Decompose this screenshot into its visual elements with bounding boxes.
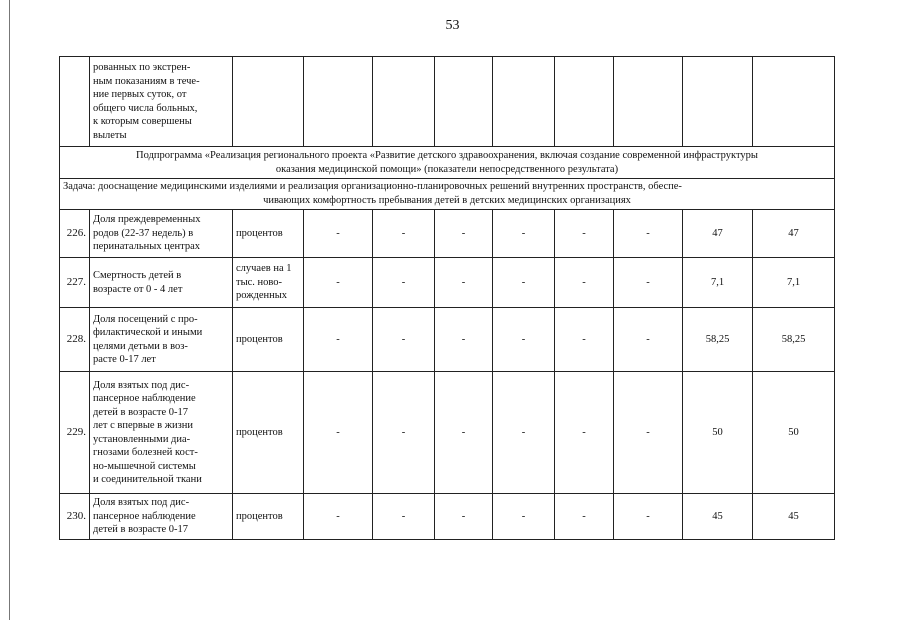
dash-value: - [435,372,493,494]
dash-value: - [555,210,614,258]
dash-value: - [493,308,555,372]
unit-of-measure: случаев на 1 тыс. ново- рожденных [233,258,304,308]
dash-value: - [373,210,435,258]
value-cell [435,57,493,147]
target-value: 45 [753,494,835,540]
row-number-cell [60,57,90,147]
value-cell [373,57,435,147]
dash-value: - [555,494,614,540]
indicator-name: Доля взятых под дис- пансерное наблюдение детей в возрасте 0-17 лет с впервые в жизни установленными диа- гнозами болезней кост- но-мышечной системы и соединительной ткани [90,372,233,494]
page-left-edge-line [9,0,10,620]
dash-value: - [304,308,373,372]
unit-cell [233,57,304,147]
indicator-name-cell [90,57,233,147]
task-line-1: Задача: дооснащение медицинскими изделиями и реализация организационно-планировочных решений внутренних пространств, обеспе- [63,181,682,192]
dash-value: - [493,372,555,494]
value-cell [555,57,614,147]
dash-value: - [614,308,683,372]
dash-value: - [373,308,435,372]
target-value: 50 [683,372,753,494]
dash-value: - [373,258,435,308]
table-row-continued [60,57,835,147]
dash-value: - [614,210,683,258]
dash-value: - [555,258,614,308]
dash-value: - [435,308,493,372]
dash-value: - [304,258,373,308]
task-heading [60,179,835,210]
target-value: 7,1 [683,258,753,308]
dash-value: - [555,372,614,494]
target-value: 7,1 [753,258,835,308]
dash-value: - [435,210,493,258]
dash-value: - [493,258,555,308]
unit-of-measure: процентов [233,494,304,540]
subprogram-line-1: Подпрограмма «Реализация регионального проекта «Развитие детского здравоохранения, включая создание современной инфраструктуры [136,149,758,161]
page-number: 53 [445,18,460,33]
table-row [60,258,835,308]
dash-value: - [614,372,683,494]
indicator-name: Доля взятых под дис- пансерное наблюдение детей в возрасте 0-17 [90,494,233,540]
value-cell [614,57,683,147]
row-number: 226. [60,210,90,258]
unit-of-measure: процентов [233,372,304,494]
target-value: 50 [753,372,835,494]
indicator-name: Доля посещений с про- филактической и иными целями детьми в воз- расте 0-17 лет [90,308,233,372]
target-value: 47 [753,210,835,258]
dash-value: - [304,210,373,258]
unit-of-measure: процентов [233,308,304,372]
target-value: 58,25 [683,308,753,372]
target-value: 58,25 [753,308,835,372]
task-line-2: чивающих комфортность пребывания детей в детских медицинских организациях [263,195,631,206]
table-row [60,308,835,372]
table-row [60,372,835,494]
row-number: 230. [60,494,90,540]
subprogram-line-2: оказания медицинской помощи» (показатели непосредственного результата) [275,163,619,175]
dash-value: - [493,210,555,258]
dash-value: - [555,308,614,372]
dash-value: - [304,494,373,540]
subprogram-heading [60,147,835,179]
value-cell [304,57,373,147]
indicator-name: Смертность детей в возрасте от 0 - 4 лет [90,258,233,308]
dash-value: - [435,494,493,540]
indicators-table [59,56,835,540]
subprogram-row [60,147,835,179]
dash-value: - [304,372,373,494]
value-cell [493,57,555,147]
row-number: 227. [60,258,90,308]
dash-value: - [614,258,683,308]
indicator-name: Доля преждевременных родов (22-37 недель) в перинатальных центрах [90,210,233,258]
dash-value: - [435,258,493,308]
dash-value: - [493,494,555,540]
row-number: 228. [60,308,90,372]
target-value: 45 [683,494,753,540]
target-value: 47 [683,210,753,258]
value-cell [683,57,753,147]
value-cell [753,57,835,147]
task-row [60,179,835,210]
unit-of-measure: процентов [233,210,304,258]
row-number: 229. [60,372,90,494]
dash-value: - [614,494,683,540]
table-row [60,210,835,258]
dash-value: - [373,494,435,540]
dash-value: - [373,372,435,494]
table-row [60,494,835,540]
indicator-name: рованных по экстрен- ным показаниям в тече- ние первых суток, от общего числа больных, к которым совершены вылеты [93,62,200,141]
